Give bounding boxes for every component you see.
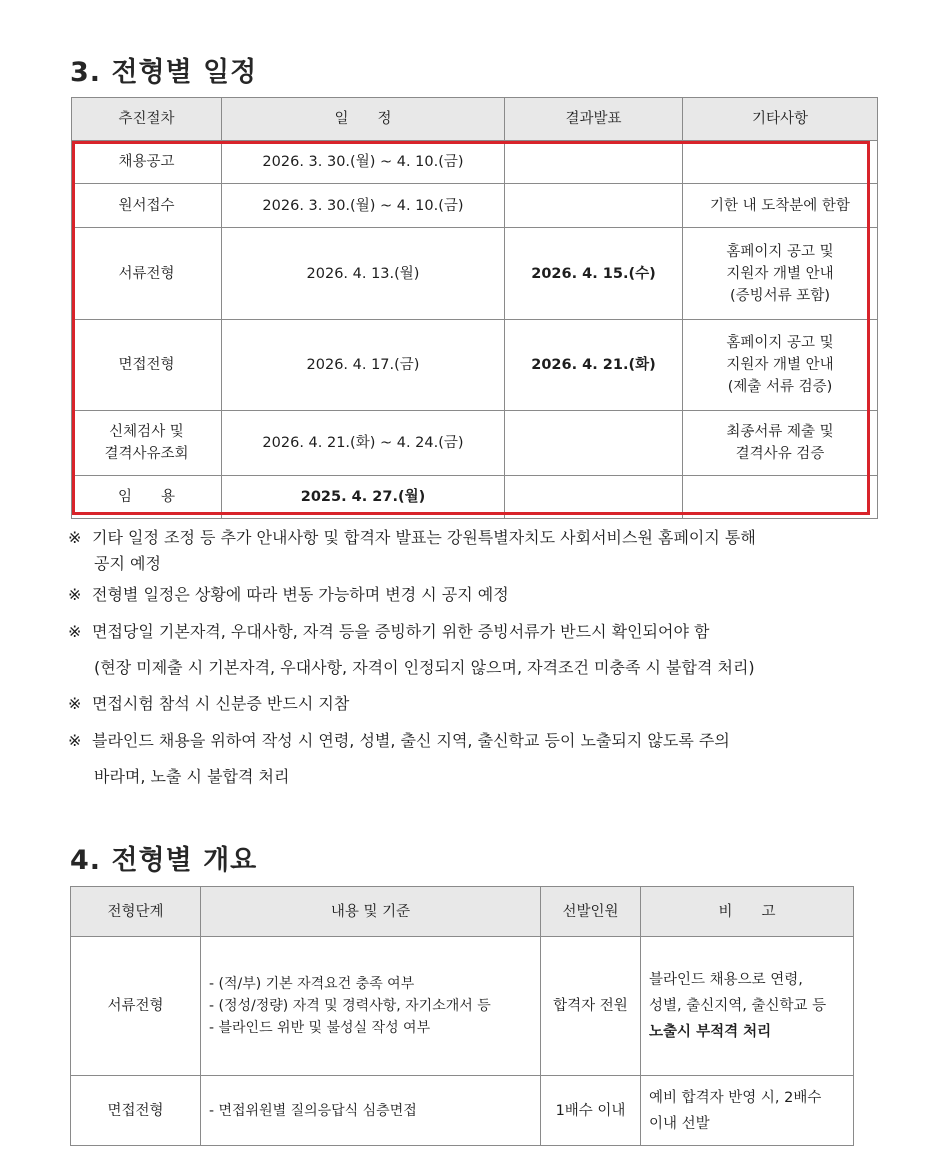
row-result (505, 184, 683, 228)
schedule-table (71, 97, 878, 519)
criteria-item: - 블라인드 위반 및 불성실 작성 여부 (209, 1020, 431, 1036)
row-step: 원서접수 (72, 184, 222, 228)
row-result: 2026. 4. 21.(화) (505, 320, 683, 411)
table-row (72, 476, 878, 519)
table-row (72, 411, 878, 476)
header-step: 추진절차 (72, 98, 222, 141)
remark-line: 노출시 부적격 처리 (649, 1024, 772, 1040)
section3-title: 3. 전형별 일정 (70, 57, 258, 88)
note-item (68, 691, 908, 717)
row-result (505, 141, 683, 184)
row-date: 2026. 3. 30.(월) ~ 4. 10.(금) (222, 184, 505, 228)
row-date: 2026. 3. 30.(월) ~ 4. 10.(금) (222, 141, 505, 184)
note-mark: ※ (68, 585, 82, 604)
row-note (683, 141, 878, 184)
remark-line: 예비 합격자 반영 시, 2배수 (649, 1089, 822, 1106)
remark-line: 성별, 출신지역, 출신학교 등 (649, 998, 827, 1014)
note-text-cont: (현장 미제출 시 기본자격, 우대사항, 자격이 인정되지 않으며, 자격조건 미충족 시 불합격 처리) (94, 658, 755, 677)
note-text: 면접당일 기본자격, 우대사항, 자격 등을 증빙하기 위한 증빙서류가 반드시 확인되어야 함 (92, 622, 710, 641)
overview-header-row (71, 887, 854, 937)
section4-title: 4. 전형별 개요 (70, 845, 258, 876)
row-result (505, 476, 683, 519)
header-count: 선발인원 (541, 887, 641, 937)
note-item (68, 728, 908, 790)
criteria-item: - (적/부) 기본 자격요건 충족 여부 (209, 976, 415, 992)
header-content: 내용 및 기준 (201, 887, 541, 937)
table-row (72, 320, 878, 411)
table-row (72, 141, 878, 184)
header-result: 결과발표 (505, 98, 683, 141)
row-note: 홈페이지 공고 및 지원자 개별 안내 (증빙서류 포함) (683, 228, 878, 320)
stage-cell: 서류전형 (71, 937, 201, 1076)
header-note: 기타사항 (683, 98, 878, 141)
note-text-cont: 바라며, 노출 시 불합격 처리 (94, 767, 290, 786)
count-cell: 합격자 전원 (541, 937, 641, 1076)
note-text-cont: 공지 예정 (94, 554, 161, 573)
row-note: 기한 내 도착분에 한함 (683, 184, 878, 228)
criteria-cell (201, 937, 541, 1076)
criteria-cell: - 면접위원별 질의응답식 심층면접 (201, 1076, 541, 1146)
table-row (72, 184, 878, 228)
row-date: 2026. 4. 21.(화) ~ 4. 24.(금) (222, 411, 505, 476)
note-item (68, 582, 908, 608)
row-step: 면접전형 (72, 320, 222, 411)
count-cell: 1배수 이내 (541, 1076, 641, 1146)
note-text: 기타 일정 조정 등 추가 안내사항 및 합격자 발표는 강원특별자치도 사회서비스원 홈페이지 통해 (92, 528, 756, 547)
note-text: 블라인드 채용을 위하여 작성 시 연령, 성별, 출신 지역, 출신학교 등이 노출되지 않도록 주의 (92, 731, 730, 750)
remark-line: 이내 선발 (649, 1115, 710, 1132)
table-row (71, 1076, 854, 1146)
row-result: 2026. 4. 15.(수) (505, 228, 683, 320)
criteria-item: - (정성/정량) 자격 및 경력사항, 자기소개서 등 (209, 998, 491, 1014)
note-item (68, 619, 908, 681)
header-stage: 전형단계 (71, 887, 201, 937)
overview-table (70, 886, 854, 1146)
remark-cell (641, 937, 854, 1076)
note-item (68, 525, 908, 577)
note-mark: ※ (68, 622, 82, 641)
table-row (71, 937, 854, 1076)
row-date: 2026. 4. 17.(금) (222, 320, 505, 411)
row-result (505, 411, 683, 476)
row-note: 최종서류 제출 및 결격사유 검증 (683, 411, 878, 476)
row-step: 서류전형 (72, 228, 222, 320)
schedule-header-row (72, 98, 878, 141)
header-remark: 비 고 (641, 887, 854, 937)
row-step: 신체검사 및 결격사유조회 (72, 411, 222, 476)
stage-cell: 면접전형 (71, 1076, 201, 1146)
header-date: 일 정 (222, 98, 505, 141)
row-note (683, 476, 878, 519)
row-step: 임 용 (72, 476, 222, 519)
table-row (72, 228, 878, 320)
row-date: 2026. 4. 13.(월) (222, 228, 505, 320)
row-date: 2025. 4. 27.(월) (222, 476, 505, 519)
note-text: 면접시험 참석 시 신분증 반드시 지참 (92, 694, 350, 713)
note-mark: ※ (68, 731, 82, 750)
remark-cell (641, 1076, 854, 1146)
note-text: 전형별 일정은 상황에 따라 변동 가능하며 변경 시 공지 예정 (92, 585, 509, 604)
row-note: 홈페이지 공고 및 지원자 개별 안내 (제출 서류 검증) (683, 320, 878, 411)
row-step: 채용공고 (72, 141, 222, 184)
remark-line: 블라인드 채용으로 연령, (649, 972, 803, 988)
note-mark: ※ (68, 528, 82, 547)
note-mark: ※ (68, 694, 82, 713)
